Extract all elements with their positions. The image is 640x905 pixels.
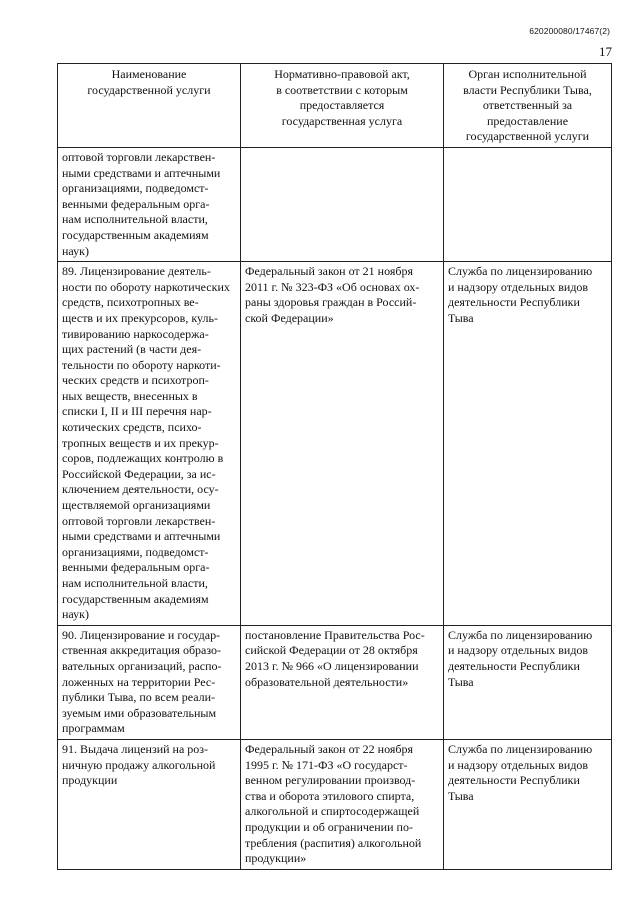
column-header-legal-act: Нормативно-правовой акт, в соответствии с которым предоставляется государственная услуга xyxy=(241,64,444,148)
legal-act-cell: Федеральный закон от 21 ноября 2011 г. № 323-ФЗ «Об основах ох- раны здоровья граждан в Россий- ской Федерации» xyxy=(241,262,444,626)
document-id: 620200080/17467(2) xyxy=(529,26,610,36)
service-cell: оптовой торговли лекарствен- ными средствами и аптечными организациями, подведомст- венными федеральным орга- нам исполнительной власти, государственным академиям наук) xyxy=(58,147,241,261)
authority-cell: Служба по лицензированию и надзору отдельных видов деятельности Республики Тыва xyxy=(444,262,612,626)
column-header-service: Наименование государственной услуги xyxy=(58,64,241,148)
table-header xyxy=(58,64,612,148)
table-row xyxy=(58,262,612,626)
authority-cell xyxy=(444,147,612,261)
service-cell: 89. Лицензирование деятель- ности по обороту наркотических средств, психотропных ве- ществ и их прекурсоров, куль- тивированию наркосодержа- щих растений (в части дея- тельности по обороту наркоти- ческих средств и психотроп- ных веществ, внесенных в списки I, II и III перечня нар- котических средств, психо- тропных веществ и их прекур- соров, подлежащих контролю в Российской Федерации, за ис- ключением деятельности, осу- ществляемой организациями оптовой торговли лекарствен- ными средствами и аптечными организациями, подведомст- венными федеральным орга- нам исполнительной власти, государственным академиям наук) xyxy=(58,262,241,626)
service-cell: 90. Лицензирование и государ- ственная аккредитация образо- вательных организаций, распо- ложенных на территории Рес- публики Тыва, по всем реали- зуемым ими образовательным программам xyxy=(58,625,241,739)
legal-act-cell: Федеральный закон от 22 ноября 1995 г. № 171-ФЗ «О государст- венном регулировании производ- ства и оборота этилового спирта, алкогольной и спиртосодержащей продукции и об ограничении по- требления (распития) алкогольной продукции» xyxy=(241,739,444,869)
legal-act-cell: постановление Правительства Рос- сийской Федерации от 28 октября 2013 г. № 966 «О лицензировании образовательной деятельности» xyxy=(241,625,444,739)
table-row xyxy=(58,739,612,869)
page-number: 17 xyxy=(599,44,612,59)
legal-act-cell xyxy=(241,147,444,261)
header-row xyxy=(58,64,612,148)
table-row xyxy=(58,625,612,739)
column-header-authority: Орган исполнительной власти Республики Тыва, ответственный за предоставление государственной услуги xyxy=(444,64,612,148)
authority-cell: Служба по лицензированию и надзору отдельных видов деятельности Республики Тыва xyxy=(444,739,612,869)
table-row xyxy=(58,147,612,261)
services-table xyxy=(57,63,612,870)
authority-cell: Служба по лицензированию и надзору отдельных видов деятельности Республики Тыва xyxy=(444,625,612,739)
service-cell: 91. Выдача лицензий на роз- ничную продажу алкогольной продукции xyxy=(58,739,241,869)
